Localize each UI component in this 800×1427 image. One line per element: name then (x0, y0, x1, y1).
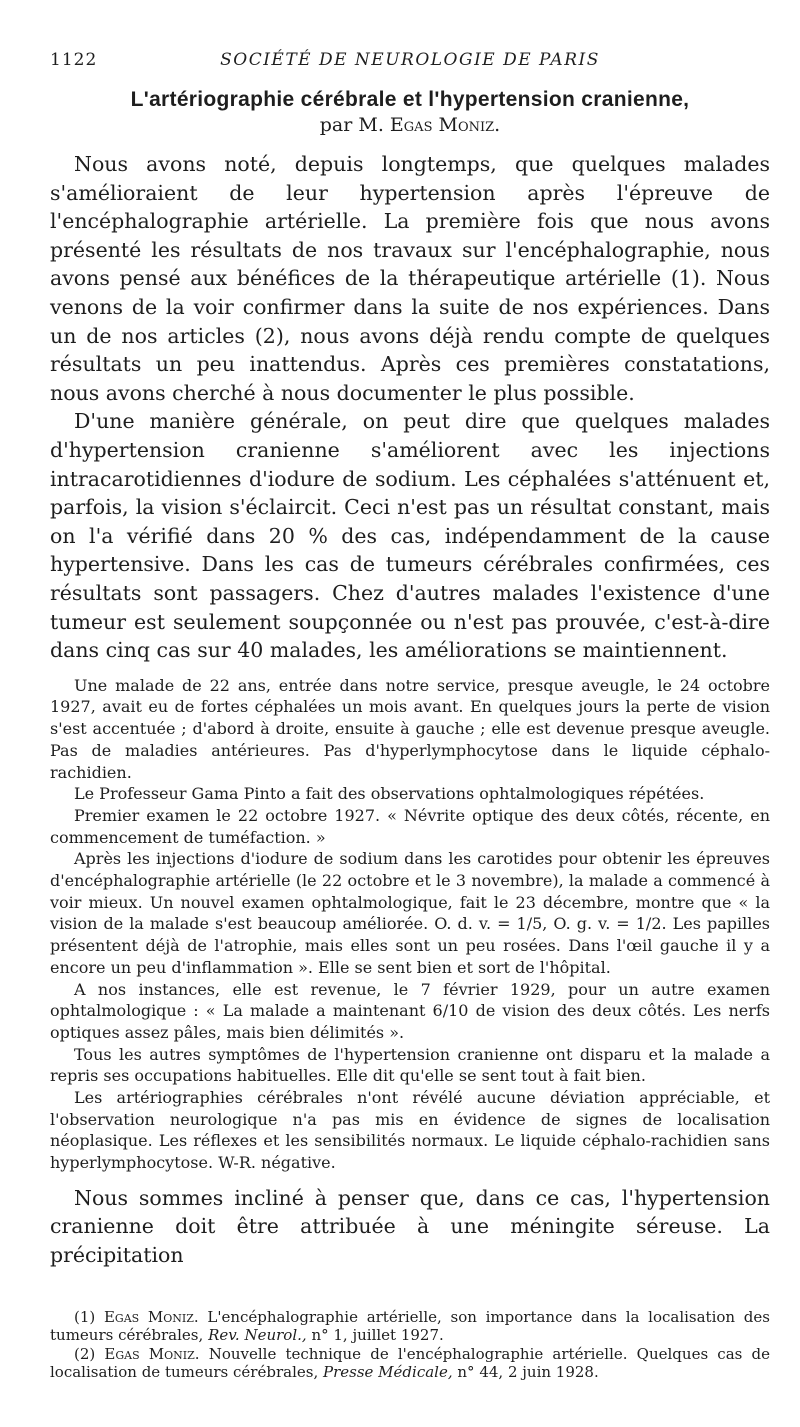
footnote-rest: n° 44, 2 juin 1928. (457, 1363, 599, 1382)
byline-prefix: par M. (319, 114, 384, 136)
page (50, 44, 770, 1382)
article-title: L'artériographie cérébrale et l'hypertension cranienne, (130, 88, 690, 111)
paragraph: Nous avons noté, depuis longtemps, que quelques malades s'amélioraient de leur hypertension après l'épreuve de l'encéphalographie artérielle. La première fois que nous avons présenté les résultats de nos travaux sur l'encéphalographie, nous avons pensé aux bénéfices de la thérapeutique artérielle (1). Nous venons de la voir confirmer dans la suite de nos expériences. Dans un de nos articles (2), nous avons déjà rendu compte de quelques résultats un peu inattendus. Après ces premières constatations, nous avons cherché à nous documenter le plus possible. (50, 152, 770, 405)
footnote-text: Nouvelle technique de l'encéphalographie artérielle. Quelques cas de localisation de tumeurs cérébrales, (50, 1344, 770, 1382)
conclusion (50, 1184, 770, 1270)
footnote (50, 1345, 770, 1382)
case-paragraph: Le Professeur Gama Pinto a fait des observations ophtalmologiques répétées. (74, 784, 705, 804)
footnote-author: Egas Moniz. (103, 1307, 199, 1326)
footnote-author: Egas Moniz. (104, 1344, 200, 1363)
case-report (50, 675, 770, 1174)
case-paragraph: Premier examen le 22 octobre 1927. « Névrite optique des deux côtés, récente, en commencement de tuméfaction. » (50, 805, 770, 847)
conclusion-paragraph: Nous sommes incliné à penser que, dans ce cas, l'hypertension cranienne doit être attribuée à une méningite séreuse. La précipitation (50, 1185, 770, 1268)
footnotes (50, 1308, 770, 1382)
page-number: 1122 (50, 50, 98, 70)
footnote-marker: (2) (74, 1344, 96, 1363)
case-paragraph: Tous les autres symptômes de l'hypertension cranienne ont disparu et la malade a repris ses occupations habituelles. Elle dit qu'elle se sent tout à fait bien. (50, 1044, 770, 1086)
footnote (50, 1308, 770, 1345)
journal-title: SOCIÉTÉ DE NEUROLOGIE DE PARIS (220, 50, 600, 70)
footnote-source: Presse Médicale, (323, 1363, 453, 1382)
paragraph: D'une manière générale, on peut dire que quelques malades d'hypertension cranienne s'améliorent avec les injections intracarotidiennes d'iodure de sodium. Les céphalées s'atténuent et, parfois, la vision s'éclaircit. Ceci n'est pas un résultat constant, mais on l'a vérifié dans 20 % des cas, indépendamment de la cause hypertensive. Dans les cas de tumeurs cérébrales confirmées, ces résultats sont passagers. Chez d'autres malades l'existence d'une tumeur est seulement soupçonnée ou n'est pas prouvée, c'est-à-dire dans cinq cas sur 40 malades, les améliorations se maintiennent. (50, 409, 770, 663)
case-paragraph: Une malade de 22 ans, entrée dans notre service, presque aveugle, le 24 octobre 1927, avait eu de fortes céphalées un mois avant. En quelques jours la perte de vision s'est accentuée ; d'abord à droite, ensuite à gauche ; elle est devenue presque aveugle. Pas de maladies antérieures. Pas d'hyperlymphocytose dans le liquide céphalo-rachidien. (50, 675, 770, 782)
body-text (50, 150, 770, 665)
author-name: Egas Moniz. (389, 114, 501, 136)
footnote-text: L'encéphalographie artérielle, son importance dans la localisation des tumeurs cérébrales, (50, 1307, 770, 1345)
footnote-marker: (1) (74, 1307, 96, 1326)
case-paragraph: Après les injections d'iodure de sodium dans les carotides pour obtenir les épreuves d'encéphalographie artérielle (le 22 octobre et le 3 novembre), la malade a commencé à voir mieux. Un nouvel examen ophtalmologique, fait le 23 décembre, montre que « la vision de la malade s'est beaucoup améliorée. O. d. v. = 1/5, O. g. v. = 1/2. Les papilles présentent déjà de l'atrophie, mais elles sont un peu rosées. Dans l'œil gauche il y a encore un peu d'inflammation ». Elle se sent bien et sort de l'hôpital. (50, 849, 770, 977)
footnote-rest: n° 1, juillet 1927. (311, 1326, 444, 1345)
case-paragraph: Les artériographies cérébrales n'ont révélé aucune déviation appréciable, et l'observation neurologique n'a pas mis en évidence de signes de localisation néoplasique. Les réflexes et les sensibilités normaux. Le liquide céphalo-rachidien sans hyperlymphocytose. W-R. négative. (50, 1088, 770, 1173)
running-head (50, 44, 770, 74)
case-paragraph: A nos instances, elle est revenue, le 7 février 1929, pour un autre examen ophtalmologique : « La malade a maintenant 6/10 de vision des deux côtés. Les nerfs optiques assez pâles, mais bien délimités ». (50, 979, 770, 1042)
byline (50, 114, 770, 136)
footnote-source: Rev. Neurol., (208, 1326, 307, 1345)
